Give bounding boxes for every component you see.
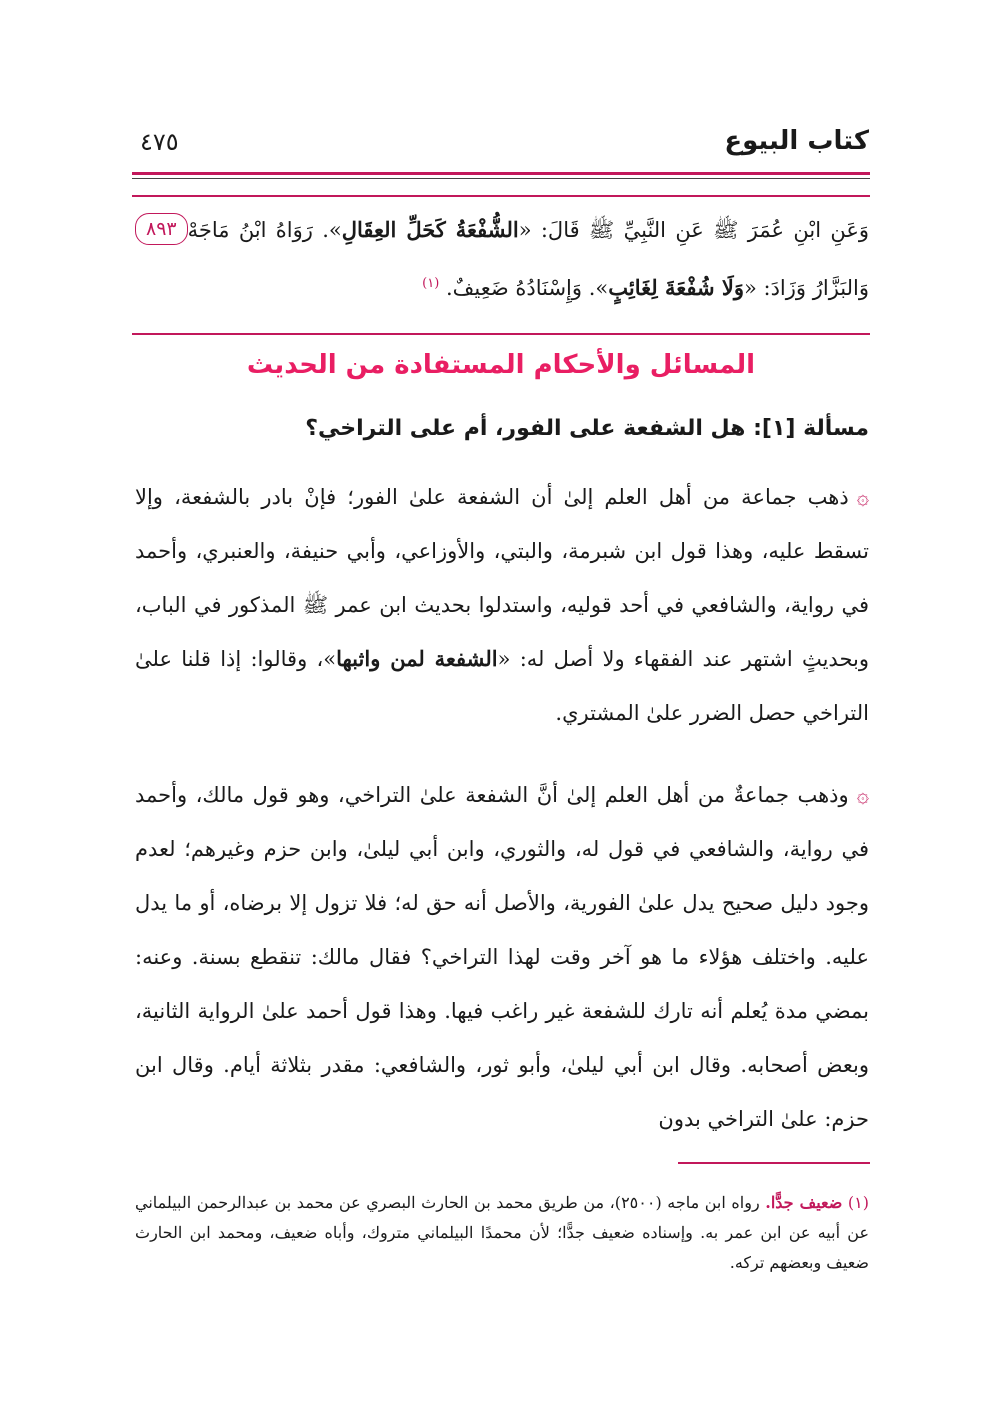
masala-heading [305, 416, 869, 441]
footnote-number: (١) [847, 1193, 869, 1212]
paragraph-2 [135, 768, 869, 1146]
paragraph-2-text: وذهب جماعةٌ من أهل العلم إلىٰ أنَّ الشفعة علىٰ التراخي، وهو قول مالك، وأحمد في رواية، والشافعي في قول له، والثوري، وابن أبي ليلىٰ، وابن حزم وغيرهم؛ لعدم وجود دليل صحيح يدل علىٰ الفورية، والأصل أنه حق له؛ فلا تزول إلا برضاه، أو ما يدل عليه. واختلف هؤلاء ما هو آخر وقت لهذا التراخي؟ فقال مالك: تنقطع بسنة. وعنه: بمضي مدة يُعلم أنه تارك للشفعة غير راغب فيها. وهذا قول أحمد علىٰ الرواية الثانية، وبعض أصحابه. وقال ابن أبي ليلىٰ، وأبو ثور، والشافعي: مقدر بثلاثة أيام. وقال ابن حزم: علىٰ التراخي بدون [135, 783, 869, 1131]
hadith-intro: وَعَنِ ابْنِ عُمَرَ ﷺ عَنِ النَّبِيِّ ﷺ قَالَ: « [518, 218, 869, 242]
masala-label: مسألة [١]: [753, 416, 869, 441]
hadith-text [135, 203, 869, 315]
star-ornament-icon: ۞ [856, 485, 869, 509]
header-rule [132, 172, 870, 175]
paragraph-1-text-a: ذهب جماعة من أهل العلم إلىٰ أن الشفعة علىٰ الفور؛ فإنْ بادر بالشفعة، وإلا تسقط عليه، وهذا قول ابن شبرمة، والبتي، والأوزاعي، وأبي حنيفة، والعنبري، وأحمد في رواية، والشافعي في أحد قوليه، واستدلوا بحديث ابن عمر ﷺ المذكور في الباب، وبحديثٍ اشتهر عند الفقهاء ولا أصل له: « [135, 485, 869, 671]
footnote-text: رواه ابن ماجه (٢٥٠٠)، من طريق محمد بن الحارث البصري عن محمد بن عبدالرحمن البيلماني عن أبيه عن ابن عمر به. وإسناده ضعيف جدًّا؛ لأن محمدًا البيلماني متروك، وأباه ضعيف، ومحمد ابن الحارث ضعيف وبعضهم تركه. [135, 1193, 870, 1272]
footnote-grade: ضعيف جدًّا. [765, 1193, 843, 1212]
hadith-top-rule [132, 195, 870, 197]
hadith-quote-1: الشُّفْعَةُ كَحَلِّ العِقَالِ [341, 217, 519, 242]
masala-question: هل الشفعة على الفور، أم على التراخي؟ [305, 416, 746, 441]
paragraph-1-text-b: »، وقالوا: إذا قلنا علىٰ التراخي حصل الضرر علىٰ المشتري. [135, 647, 869, 725]
footnote-ref[interactable]: (١) [422, 276, 440, 291]
hadith-bottom-rule [132, 333, 870, 335]
footnote [135, 1188, 869, 1278]
hadith-number: ٨٩٣ [135, 213, 188, 245]
paragraph-1 [135, 470, 869, 740]
page-number: ٤٧٥ [140, 128, 179, 156]
hadith-mid: ». رَوَاهُ ابْنُ مَاجَهْ وَالبَزَّارُ وَزَادَ: « [187, 218, 869, 300]
paragraph-1-quote: الشفعة لمن واثبها [336, 646, 498, 671]
star-ornament-icon: ۞ [856, 783, 869, 807]
header-rule-thin [132, 178, 870, 179]
footnote-rule [678, 1162, 870, 1164]
hadith-quote-2: وَلَا شُفْعَةَ لِغَائِبٍ [608, 275, 744, 300]
section-title: المسائل والأحكام المستفادة من الحديث [246, 350, 756, 380]
book-title: كتاب البيوع [724, 126, 869, 156]
hadith-end: ». وَإِسْنَادُهُ ضَعِيفٌ. [445, 276, 609, 300]
